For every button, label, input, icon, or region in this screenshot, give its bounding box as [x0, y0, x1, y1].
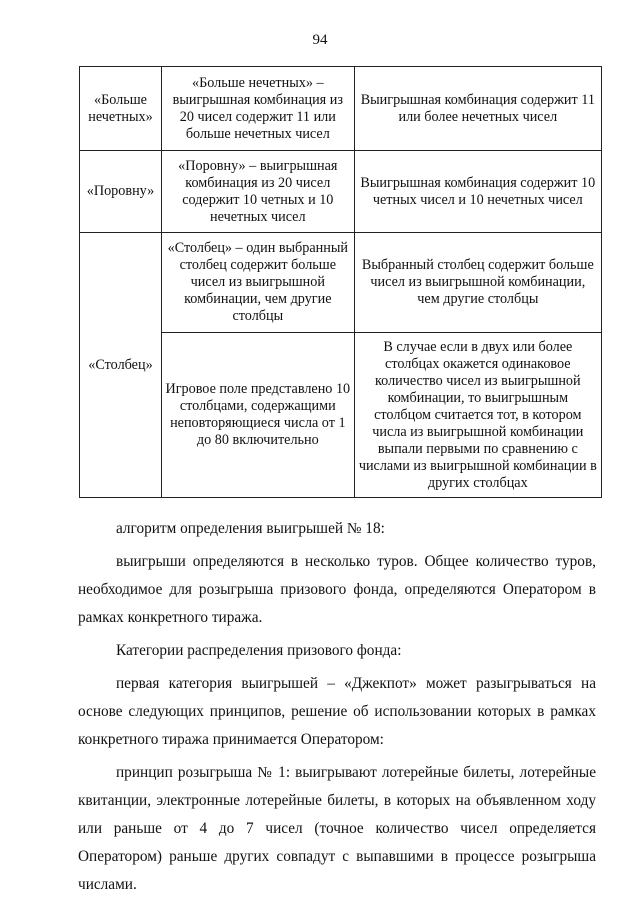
body-text [78, 515, 596, 899]
rule-condition: Игровое поле представлено 10 столбцами, содержащими неповторяющиеся числа от 1 до 80 включительно [161, 333, 354, 498]
paragraph: Категории распределения призового фонда: [116, 642, 402, 659]
table-row [80, 67, 602, 151]
rule-condition: «Столбец» – один выбранный столбец содержит больше чисел из выигрышной комбинации, чем другие столбцы [161, 233, 354, 333]
page-number: 94 [312, 32, 328, 48]
table-row [80, 151, 602, 233]
paragraph: алгоритм определения выигрышей № 18: [116, 520, 385, 537]
rule-name: «Поровну» [80, 151, 162, 233]
rule-result: В случае если в двух или более столбцах окажется одинаковое количество чисел из выигрышной комбинации, то выигрышным столбцом считается тот, в котором числа из выигрышной комбинации выпали первыми по сравнению с числами из выигрышной комбинации в других столбцах [354, 333, 601, 498]
paragraph: принцип розыгрыша № 1: выигрывают лотерейные билеты, лотерейные квитанции, электронные лотерейные билеты, в которых на объявленном ходу или раньше от 4 до 7 чисел (точное количество чисел определяется Оператором) раньше других совпадут с выпавшими в процессе розыгрыша числами. [78, 764, 596, 893]
rule-condition: «Поровну» – выигрышная комбинация из 20 чисел содержит 10 четных и 10 нечетных чисел [161, 151, 354, 233]
rule-condition: «Больше нечетных» – выигрышная комбинация из 20 чисел содержит 11 или больше нечетных чисел [161, 67, 354, 151]
rule-name: «Больше нечетных» [80, 67, 162, 151]
rule-name: «Столбец» [80, 233, 162, 498]
rules-table [79, 66, 602, 498]
paragraph: выигрыши определяются в несколько туров. Общее количество туров, необходимое для розыгрыша призового фонда, определяются Оператором в рамках конкретного тиража. [78, 553, 596, 626]
rule-result: Выигрышная комбинация содержит 11 или более нечетных чисел [354, 67, 601, 151]
rule-result: Выбранный столбец содержит больше чисел из выигрышной комбинации, чем другие столбцы [354, 233, 601, 333]
table-row [80, 233, 602, 333]
paragraph: первая категория выигрышей – «Джекпот» может разыгрываться на основе следующих принципов, решение об использовании которых в рамках конкретного тиража принимается Оператором: [78, 675, 596, 748]
rule-result: Выигрышная комбинация содержит 10 четных чисел и 10 нечетных чисел [354, 151, 601, 233]
